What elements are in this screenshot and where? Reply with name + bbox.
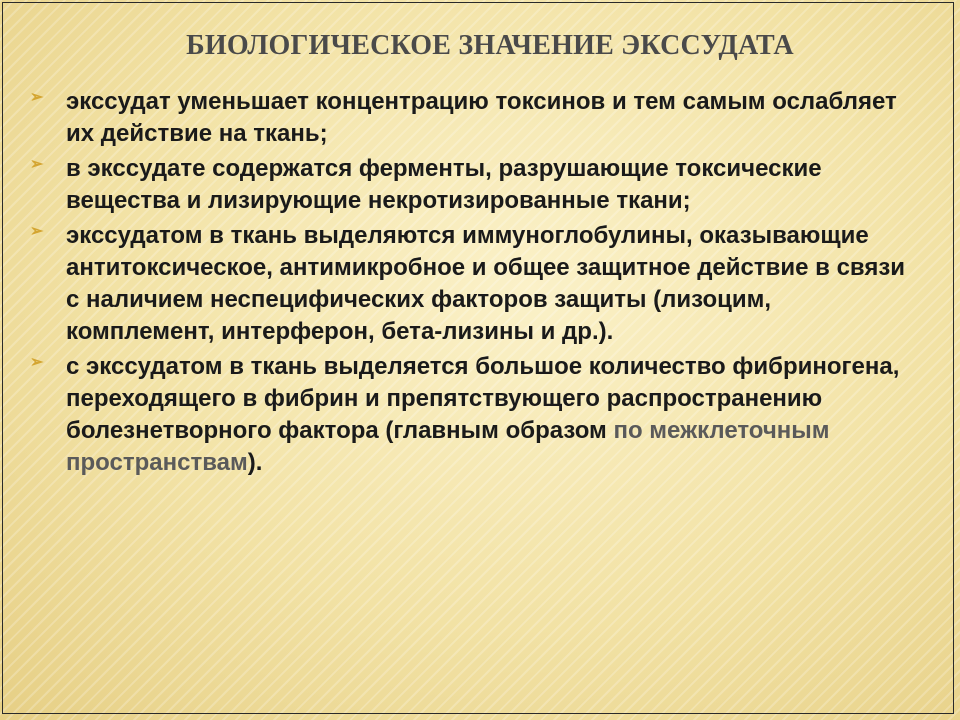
arrow-bullet-icon: ➢ — [30, 156, 44, 173]
arrow-bullet-icon: ➢ — [30, 223, 44, 240]
bullet-item — [30, 351, 920, 479]
bullet-text: с экссудатом в ткань выделяется большое количество фибриногена, переходящего в фибрин и препятствующего распространению болезнетворного фактора (главным образом — [66, 353, 900, 444]
bullet-text-tail: ). — [247, 449, 263, 476]
bullet-text: в экссудате содержатся ферменты, разрушающие токсические вещества и лизирующие некротизированные ткани; — [66, 155, 822, 214]
bullet-item — [30, 86, 920, 150]
bullet-text-muted: по межклеточным пространствам — [66, 417, 830, 476]
bullet-list — [30, 86, 920, 482]
bullet-text: экссудатом в ткань выделяются иммуноглобулины, оказывающие антитоксическое, антимикробное и общее защитное действие в связи с наличием неспецифических факторов защиты (лизоцим, комплемент, интерферон, бета-лизины и др.). — [66, 222, 906, 345]
arrow-bullet-icon: ➢ — [30, 354, 44, 371]
arrow-bullet-icon: ➢ — [30, 89, 44, 106]
bullet-item — [30, 153, 920, 217]
bullet-text: экссудат уменьшает концентрацию токсинов и тем самым ослабляет их действие на ткань; — [66, 88, 897, 147]
bullet-item — [30, 220, 920, 348]
slide-title: БИОЛОГИЧЕСКОЕ ЗНАЧЕНИЕ ЭКССУДАТА — [186, 30, 794, 61]
